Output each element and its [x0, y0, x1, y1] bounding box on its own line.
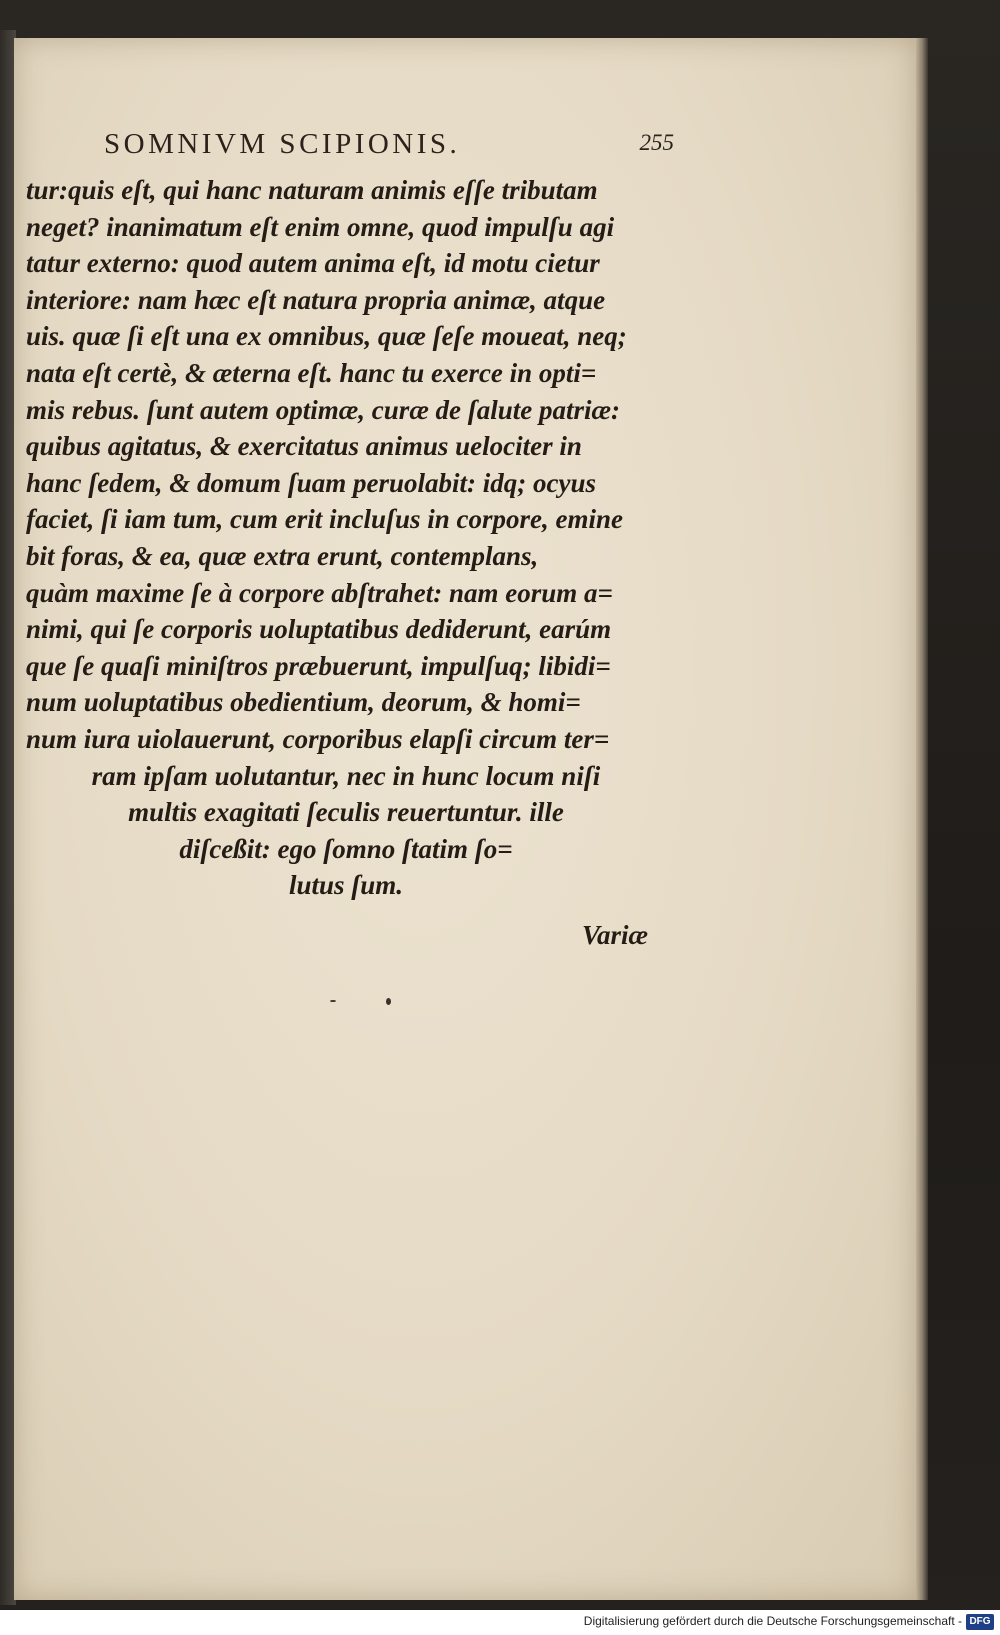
text-line: mis rebus. ſunt autem optimæ, curæ de ſalute patriæ:	[26, 394, 621, 425]
dfg-logo: DFG	[966, 1614, 994, 1630]
text-line: diſceßit: ego ſomno ſtatim ſo=	[179, 833, 513, 864]
body-text	[26, 172, 666, 904]
text-line: quibus agitatus, & exercitatus animus uelociter in	[26, 431, 582, 462]
text-line: neget? inanimatum eſt enim omne, quod impulſu agi	[26, 211, 615, 242]
text-line: tur:quis eſt, qui hanc naturam animis eſſe tributam	[26, 175, 598, 205]
text-line: nata eſt certè, & æterna eſt. hanc tu exerce in opti=	[26, 357, 597, 388]
text-line: nimi, qui ſe corporis uoluptatibus dediderunt, earúm	[26, 614, 612, 645]
text-line: que ſe quaſi miniſtros præbuerunt, impulſuq; libidi=	[26, 650, 611, 681]
text-line: bit foras, & ea, quæ extra erunt, contemplans,	[26, 540, 539, 571]
funding-credit: Digitalisierung gefördert durch die Deutsche Forschungsgemeinschaft -	[583, 1614, 962, 1628]
text-line: num iura uiolauerunt, corporibus elapſi circum ter=	[26, 723, 610, 754]
text-line: multis exagitati ſeculis reuertuntur. ille	[128, 797, 564, 828]
text-line: uis. quæ ſi eſt una ex omnibus, quæ ſeſe moueat, neq;	[26, 321, 627, 352]
page-edge	[914, 38, 928, 1600]
footer-bar	[0, 1610, 1000, 1635]
text-line: interiore: nam hæc eſt natura propria animæ, atque	[26, 284, 606, 315]
text-line: ram ipſam uolutantur, nec in hunc locum niſi	[91, 760, 601, 791]
text-line: faciet, ſi iam tum, cum erit incluſus in corpore, emine	[26, 504, 623, 535]
text-line: num uoluptatibus obedientium, deorum, & homi=	[26, 687, 581, 718]
text-line: hanc ſedem, & domum ſuam peruolabit: idq; ocyus	[26, 467, 596, 498]
page-header	[104, 128, 674, 168]
text-line: lutus ſum.	[288, 870, 404, 901]
page-number: 255	[639, 130, 674, 155]
ink-speck	[386, 998, 391, 1005]
catchword: Variæ	[582, 920, 649, 950]
ink-speck	[330, 1000, 336, 1002]
text-line: quàm maxime ſe à corpore abſtrahet: nam eorum a=	[26, 577, 613, 608]
running-title: SOMNIVM SCIPIONIS.	[104, 128, 461, 160]
text-line: tatur externo: quod autem anima eſt, id motu cietur	[26, 248, 600, 279]
